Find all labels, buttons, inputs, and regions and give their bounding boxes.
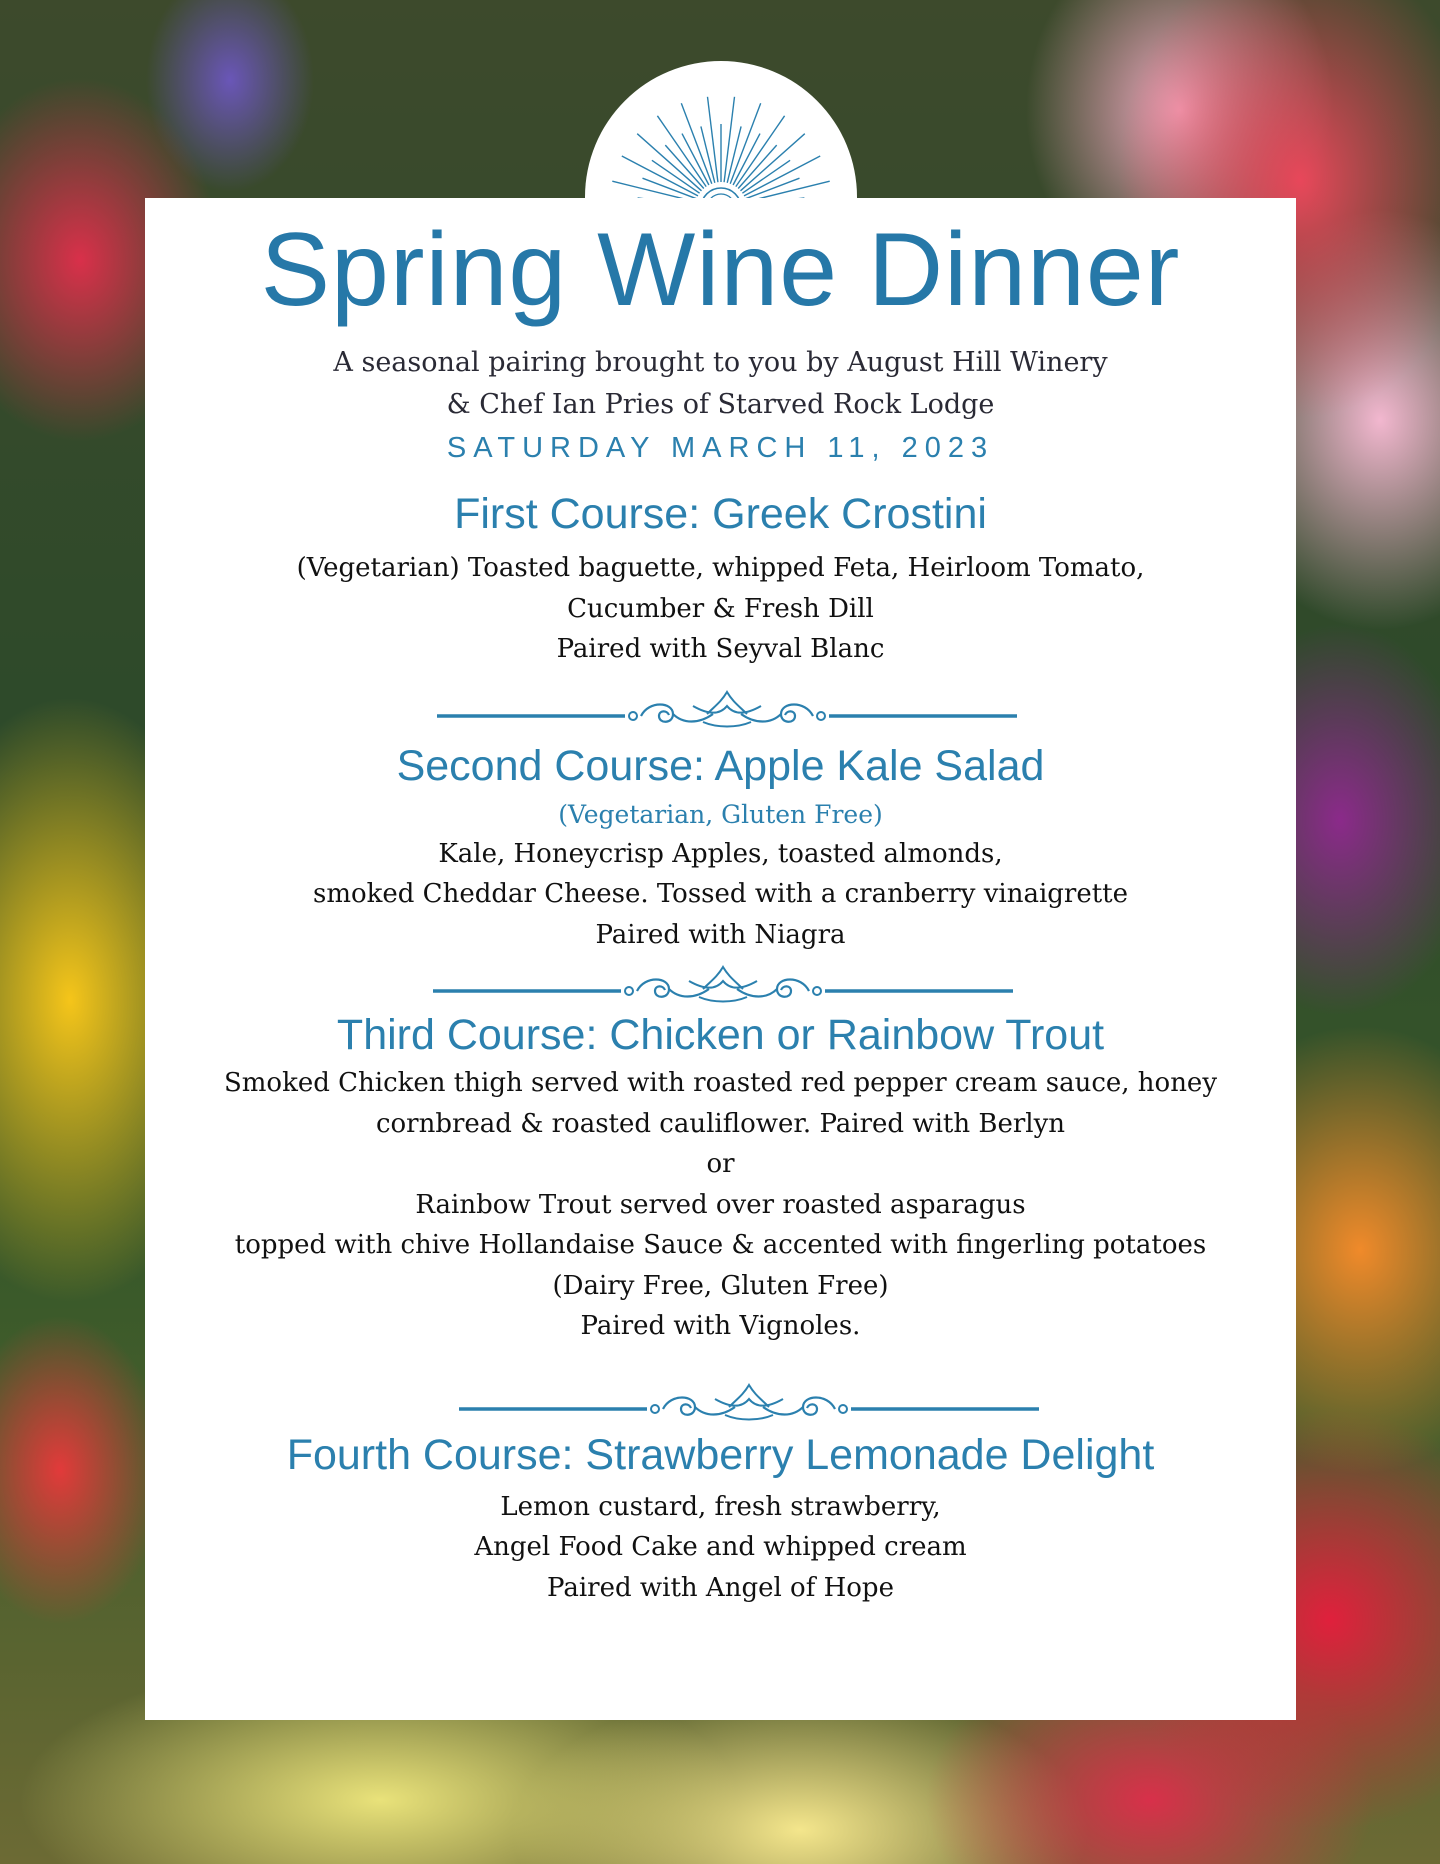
course-line: Lemon custard, fresh strawberry,: [500, 1491, 941, 1522]
course-line: Rainbow Trout served over roasted asparagus: [415, 1189, 1026, 1220]
course-line: Paired with Angel of Hope: [547, 1572, 894, 1603]
course-title: Second Course: Apple Kale Salad: [396, 741, 1045, 790]
course-fourth: [145, 1427, 1296, 1609]
course-second: [145, 738, 1296, 956]
flourish-divider-icon: [459, 1377, 1039, 1427]
menu-content: [145, 198, 1296, 1608]
course-line: Paired with Vignoles.: [580, 1311, 861, 1341]
course-third: [145, 1007, 1296, 1347]
intro-line: A seasonal pairing brought to you by August Hill Winery: [333, 347, 1108, 378]
course-line: Smoked Chicken thigh served with roasted red pepper cream sauce, honey: [223, 1068, 1218, 1098]
course-line: topped with chive Hollandaise Sauce & accented with fingerling potatoes: [234, 1230, 1207, 1260]
course-title: Fourth Course: Strawberry Lemonade Delight: [286, 1430, 1155, 1479]
course-line: or: [706, 1149, 735, 1179]
course-dietary-note: (Vegetarian, Gluten Free): [558, 799, 883, 829]
course-line: Paired with Niagra: [595, 919, 846, 950]
course-line: Cucumber & Fresh Dill: [567, 593, 874, 624]
intro: [145, 342, 1296, 426]
course-first: [145, 486, 1296, 670]
course-line: (Dairy Free, Gluten Free): [552, 1270, 889, 1301]
course-line: cornbread & roasted cauliflower. Paired with Berlyn: [375, 1108, 1066, 1139]
sunburst-icon: [605, 90, 837, 212]
flourish-divider: [145, 959, 1296, 1009]
flourish-divider: [145, 1377, 1296, 1427]
course-line: (Vegetarian) Toasted baguette, whipped Feta, Heirloom Tomato,: [296, 553, 1145, 583]
intro-line: & Chef Ian Pries of Starved Rock Lodge: [446, 389, 995, 420]
course-line: smoked Cheddar Cheese. Tossed with a cranberry vinaigrette: [312, 879, 1128, 909]
course-title: Third Course: Chicken or Rainbow Trout: [336, 1011, 1105, 1059]
flourish-divider: [145, 684, 1296, 734]
flourish-divider-icon: [437, 684, 1017, 734]
course-title: First Course: Greek Crostini: [454, 490, 987, 538]
page-title: Spring Wine Dinner: [260, 212, 1181, 328]
course-line: Angel Food Cake and whipped cream: [474, 1532, 967, 1562]
course-line: Paired with Seyval Blanc: [556, 634, 885, 664]
event-date: SATURDAY MARCH 11, 2023: [446, 432, 995, 464]
course-line: Kale, Honeycrisp Apples, toasted almonds,: [438, 838, 1003, 869]
flourish-divider-icon: [433, 959, 1013, 1009]
